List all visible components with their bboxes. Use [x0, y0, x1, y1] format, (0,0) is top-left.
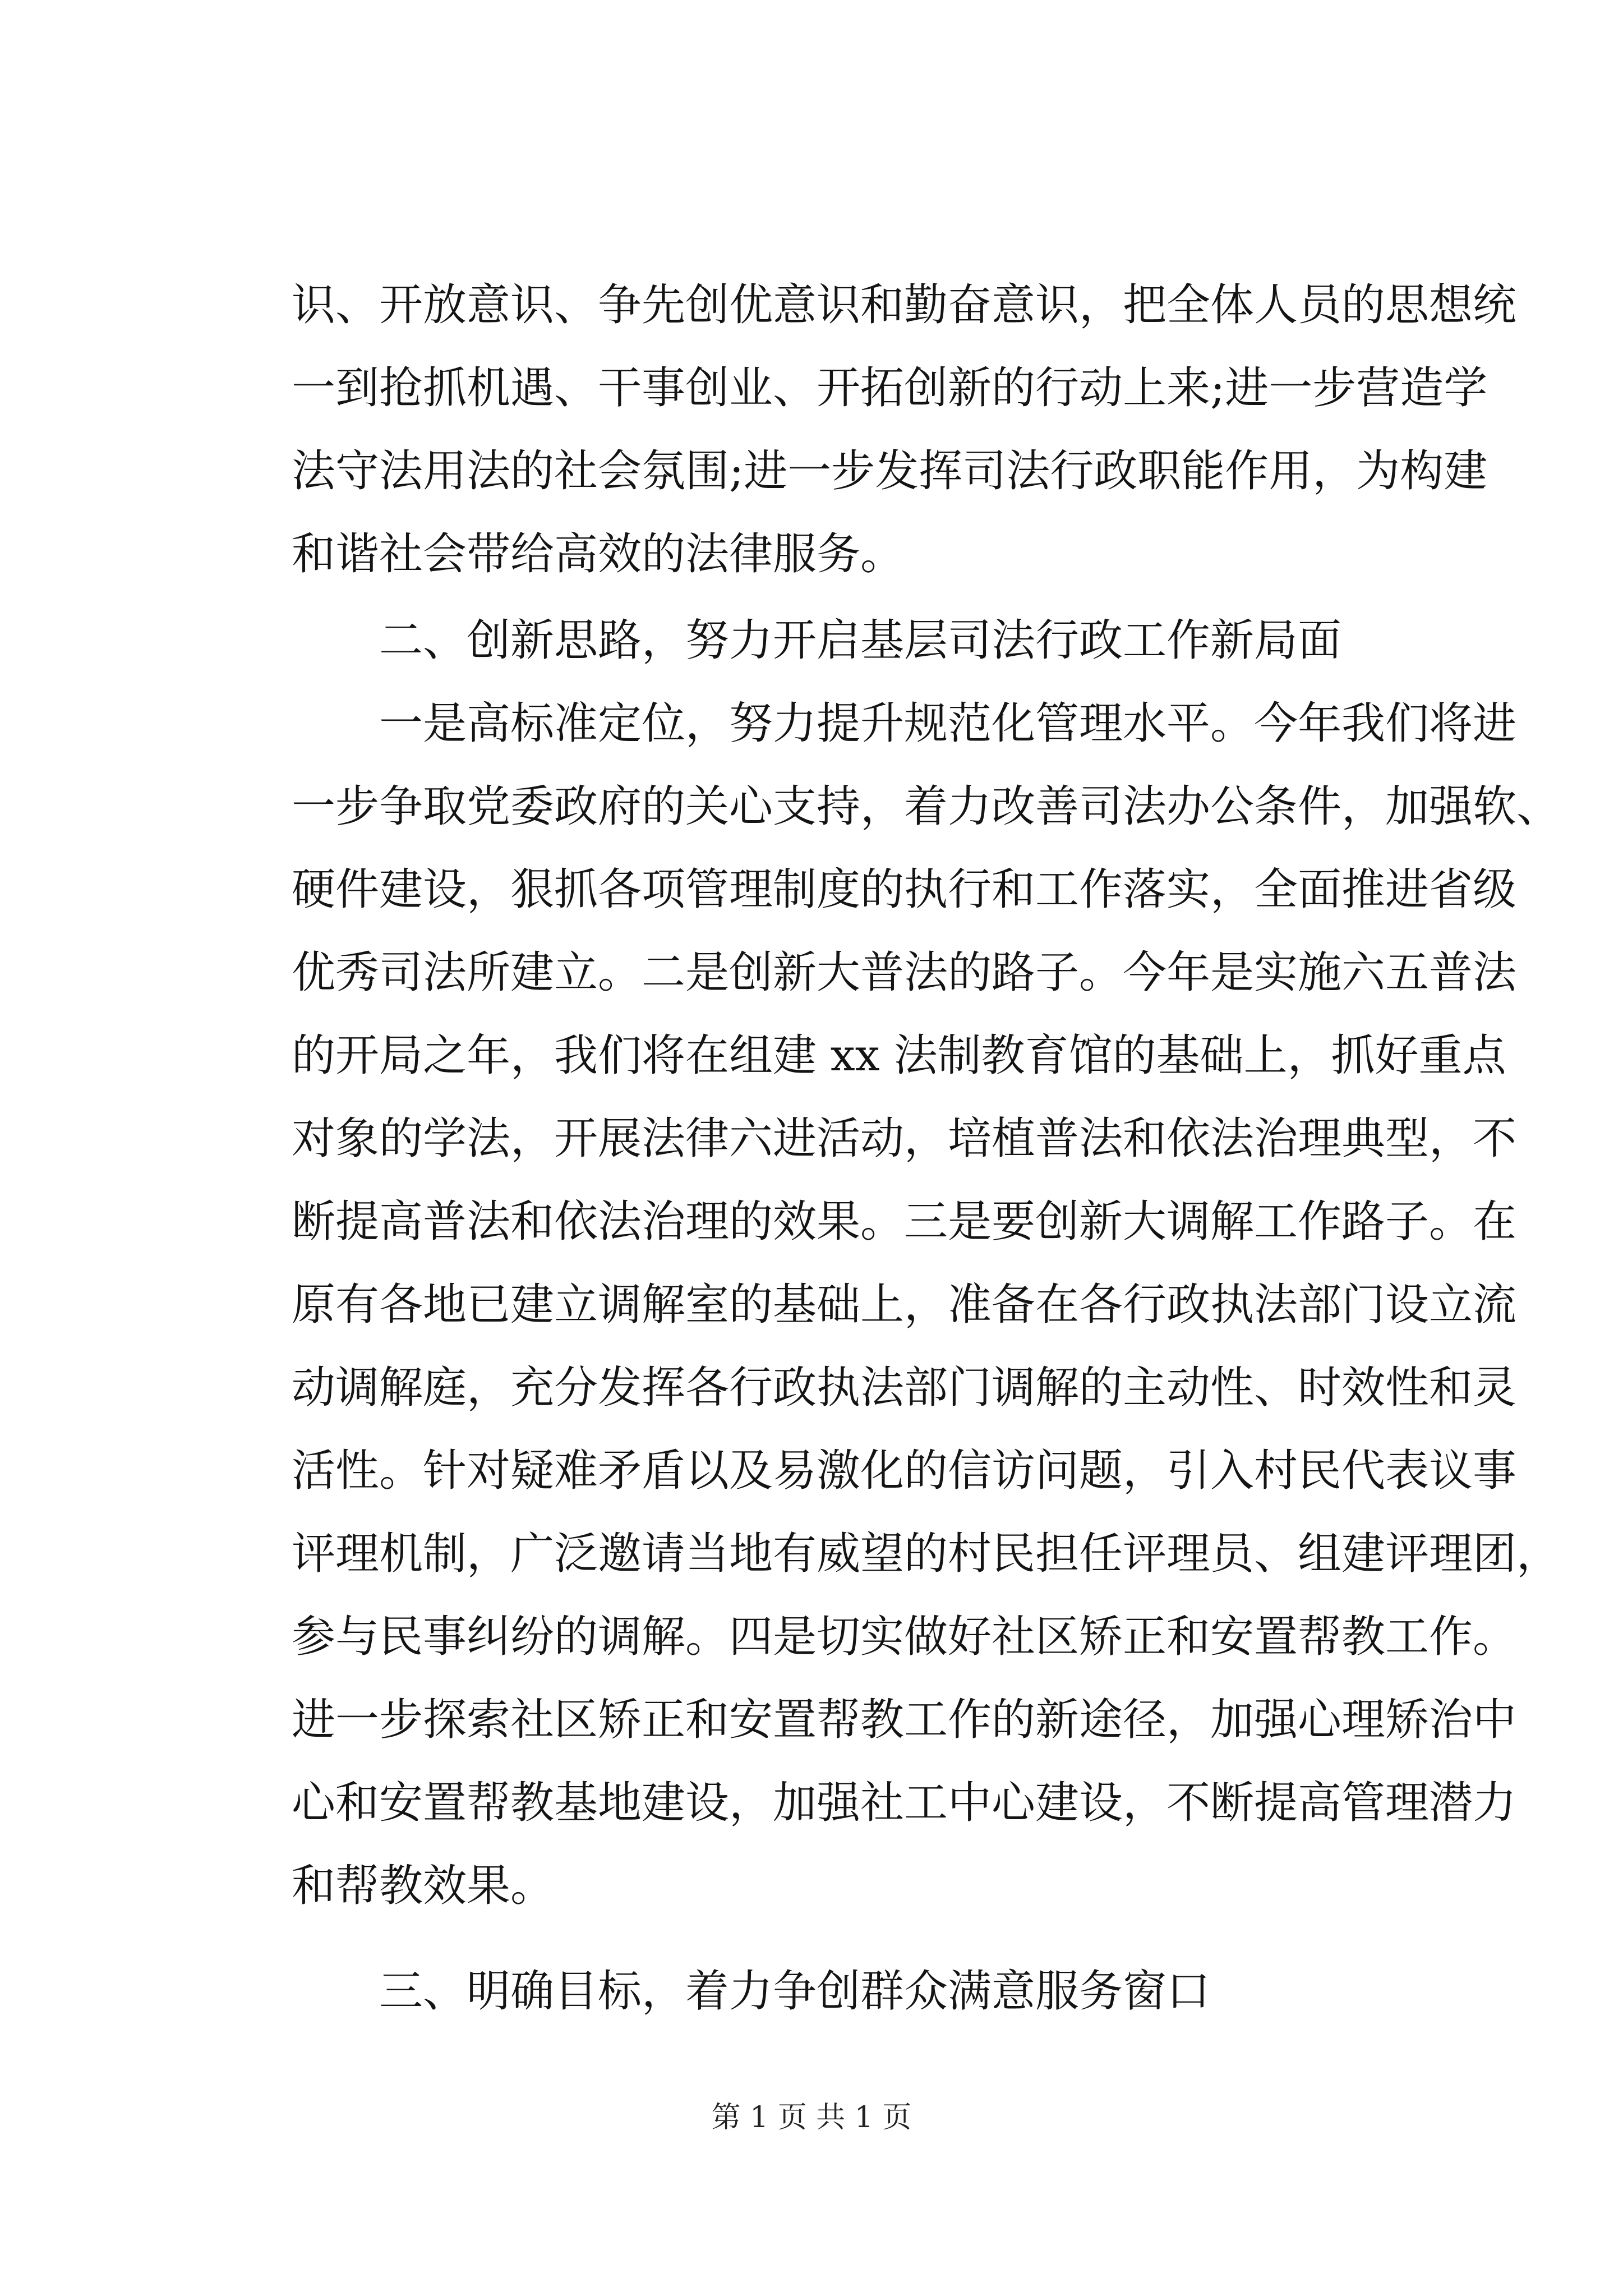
section-heading: 三、明确目标，着力争创群众满意服务窗口: [292, 1966, 1211, 2017]
text-line: 心和安置帮教基地建设，加强社工中心建设，不断提高管理潜力: [292, 1778, 1517, 1828]
text-line: 断提高普法和依法治理的效果。三是要创新大调解工作路子。在: [292, 1197, 1517, 1247]
text-line: 识、开放意识、争先创优意识和勤奋意识，把全体人员的思想统: [292, 280, 1517, 330]
section-heading: 二、创新思路，努力开启基层司法行政工作新局面: [292, 615, 1342, 666]
text-line: 优秀司法所建立。二是创新大普法的路子。今年是实施六五普法: [292, 947, 1517, 998]
text-line: 动调解庭，充分发挥各行政执法部门调解的主动性、时效性和灵: [292, 1363, 1517, 1413]
text-line: 和谐社会带给高效的法律服务。: [292, 529, 905, 579]
text-line: 参与民事纠纷的调解。四是切实做好社区矫正和安置帮教工作。: [292, 1612, 1517, 1662]
text-line: 一步争取党委政府的关心支持，着力改善司法办公条件，加强软、: [292, 781, 1561, 832]
text-line: 一到抢抓机遇、干事创业、开拓创新的行动上来;进一步营造学: [292, 363, 1488, 413]
document-body: [292, 264, 1561, 2033]
text-line: 进一步探索社区矫正和安置帮教工作的新途径，加强心理矫治中: [292, 1695, 1517, 1745]
text-line: 的开局之年，我们将在组建 xx 法制教育馆的基础上，抓好重点: [292, 1030, 1506, 1081]
page-number: 第 1 页 共 1 页: [711, 2101, 912, 2134]
text-line: 和帮教效果。: [292, 1861, 555, 1911]
text-line: 评理机制，广泛邀请当地有威望的村民担任评理员、组建评理团，: [292, 1529, 1561, 1579]
text-line: 对象的学法，开展法律六进活动，培植普法和依法治理典型，不: [292, 1114, 1517, 1164]
text-line: 法守法用法的社会氛围;进一步发挥司法行政职能作用，为构建: [292, 446, 1488, 496]
text-line: 原有各地已建立调解室的基础上，准备在各行政执法部门设立流: [292, 1280, 1517, 1330]
text-line: 硬件建设，狠抓各项管理制度的执行和工作落实，全面推进省级: [292, 864, 1517, 915]
page-footer: [0, 2098, 1623, 2137]
text-line: 活性。针对疑难矛盾以及易激化的信访问题，引入村民代表议事: [292, 1446, 1517, 1496]
paragraph-start-line: 一是高标准定位，努力提升规范化管理水平。今年我们将进: [292, 698, 1517, 749]
